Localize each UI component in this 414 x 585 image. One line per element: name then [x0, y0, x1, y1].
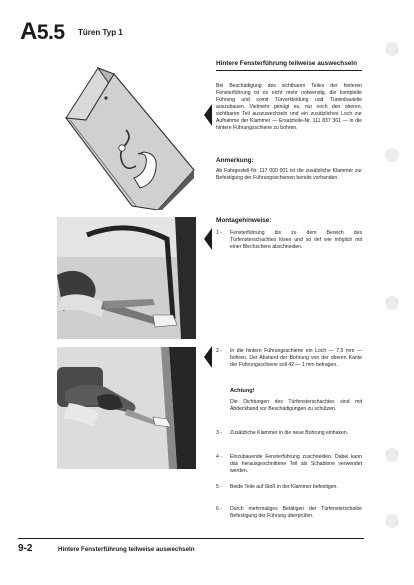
- binder-hole-icon: [385, 42, 399, 56]
- page-number: 9-2: [18, 543, 33, 554]
- section-code-letter: A: [20, 18, 37, 45]
- step-number: 4 -: [216, 454, 222, 460]
- step-3: [216, 430, 362, 437]
- step-number: 3 -: [216, 430, 222, 436]
- step-text: Durch mehrmaliges Betätigen der Türfensterscheibe Befestigung der Führung überprüfen.: [230, 506, 362, 520]
- title-underline: [216, 70, 362, 71]
- section-marker-icon: [204, 104, 212, 126]
- binder-hole-icon: [385, 148, 399, 162]
- step-5: [216, 484, 362, 491]
- note-text: Ab Fahrgestell-Nr. 117 000 001 ist die zusätzliche Klammer zur Befestigung der Führungsschienen bereits vorhanden.: [216, 168, 362, 182]
- photo-drilling: [57, 347, 196, 469]
- step-text: Einzubauende Fensterführung zuschneiden. Dabei kann das herausgeschnittene Teil als Schablone verwendet werden.: [230, 454, 362, 475]
- window-guide-illustration: [56, 60, 196, 210]
- step-6: [216, 506, 362, 520]
- step-text: Zusätzliche Klammer in die neue Bohrung einhaken.: [230, 430, 349, 436]
- binder-hole-icon: [385, 514, 399, 528]
- section-code: [20, 18, 65, 46]
- step-number: 2 -: [216, 348, 222, 354]
- intro-paragraph: Bei Beschädigung des sichtbaren Teiles der hinteren Fensterführung ist es nicht mehr notwendig, die komplette Führung und somit Türverkleidung und Türeinbauteile auszubauen. Vielmehr genügt es, nur noch den oberen, sichtbaren Teil auszuwechseln und ein zusätzliches Loch zur Aufnahme der Klammer — Ersatzteile-Nr. 111 837 361 — in die hintere Führungsschiene zu bohren.: [216, 83, 362, 132]
- section-title: Hintere Fensterführung teilweise auswechseln: [216, 60, 357, 67]
- step-text: Fensterführung bis zu dem Bereich des Türfensterschachtes lösen und so tief wie möglich mit einer Blechschere abschneiden.: [230, 230, 362, 251]
- footer-rule: [18, 538, 364, 539]
- step-number: 6 -: [216, 506, 222, 512]
- step-number: 1 -: [216, 230, 222, 236]
- step-number: 5 -: [216, 484, 222, 490]
- section-marker-icon: [204, 346, 212, 368]
- step-text: Beide Teile auf Stoß in der Klammer befestigen.: [230, 484, 338, 490]
- binder-hole-icon: [385, 448, 399, 462]
- caution-title: Achtung!: [230, 388, 255, 394]
- header-title: Türen Typ 1: [78, 28, 123, 37]
- note-title: Anmerkung:: [216, 157, 254, 164]
- footer-title: Hintere Fensterführung teilweise auswechseln: [58, 546, 195, 553]
- step-4: [216, 454, 362, 475]
- step-1: [216, 230, 362, 251]
- step-text: In die hintere Führungsschiene ein Loch — 7,5 mm — bohren. Der Abstand der Bohrung von der oberen Kante der Führungsschiene soll 42 — 1 mm betragen.: [230, 348, 362, 369]
- step-2: [216, 348, 362, 369]
- mount-title: Montagehinweise:: [216, 217, 272, 224]
- photo-cutting-guide: [57, 217, 196, 339]
- binder-hole-icon: [385, 296, 399, 310]
- caution-text: Die Dichtungen des Türfensterschachtes sind mit Abdeckband vor Beschädigungen zu schützen.: [230, 399, 362, 413]
- section-marker-icon: [204, 228, 212, 250]
- section-code-number: 5.5: [36, 21, 65, 44]
